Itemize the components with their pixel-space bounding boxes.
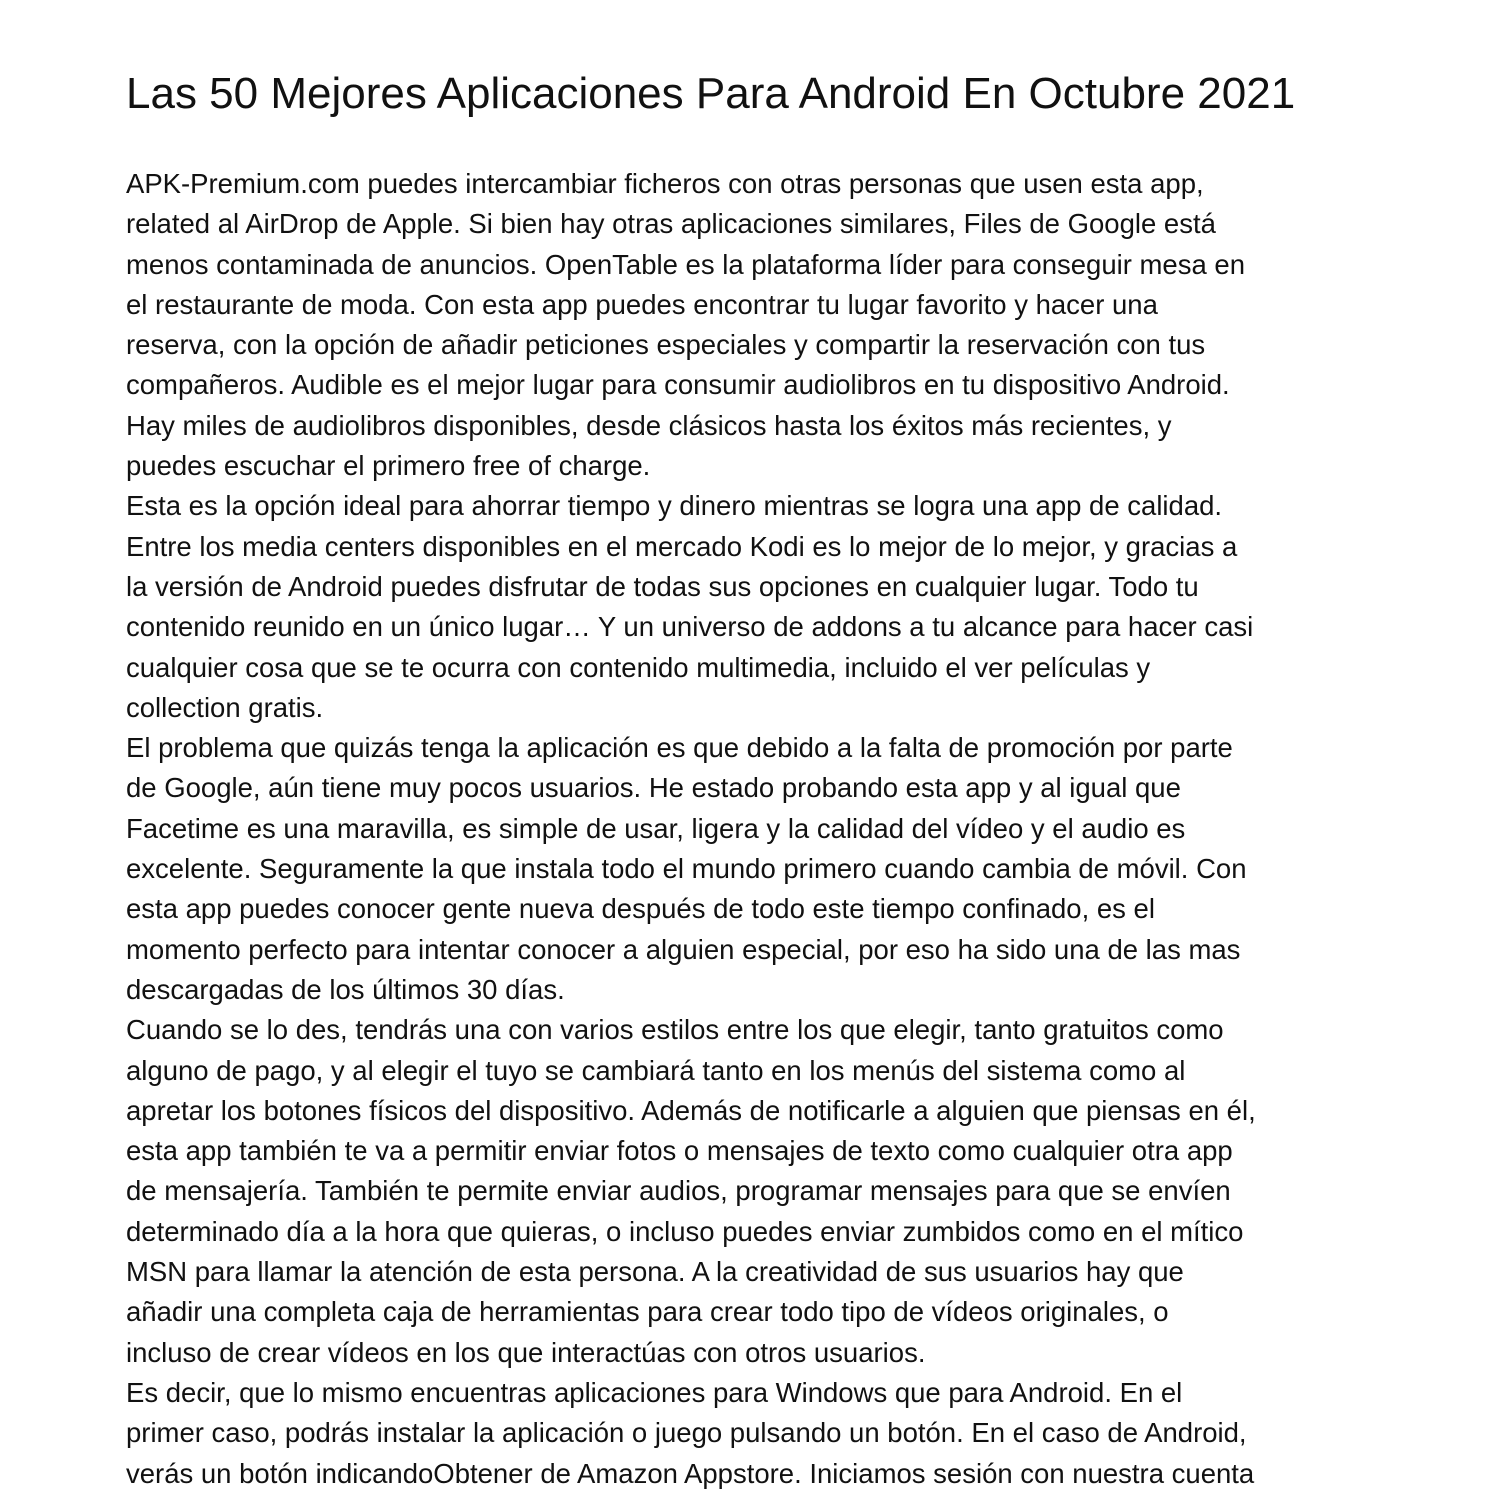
text-line: incluso de crear vídeos en los que interactúas con otros usuarios. [126,1336,926,1368]
text-line: Hay miles de audiolibros disponibles, desde clásicos hasta los éxitos más recientes, y [126,409,1172,441]
text-line: compañeros. Audible es el mejor lugar para consumir audiolibros en tu dispositivo Android. [126,369,1230,401]
text-line: alguno de pago, y al elegir el tuyo se cambiará tanto en los menús del sistema como al [126,1054,1186,1086]
text-line: El problema que quizás tenga la aplicación es que debido a la falta de promoción por parte [126,732,1233,764]
text-line: apretar los botones físicos del dispositivo. Además de notificarle a alguien que piensas en él, [126,1094,1256,1126]
text-line: la versión de Android puedes disfrutar de todas sus opciones en cualquier lugar. Todo tu [126,570,1199,602]
text-line: Es decir, que lo mismo encuentras aplicaciones para Windows que para Android. En el [126,1376,1183,1408]
text-line: menos contaminada de anuncios. OpenTable es la plataforma líder para conseguir mesa en [126,248,1246,280]
document-body [126,164,1376,1494]
text-line: MSN para llamar la atención de esta persona. A la creatividad de sus usuarios hay que [126,1256,1184,1288]
text-line: esta app puedes conocer gente nueva después de todo este tiempo confinado, es el [126,893,1155,925]
text-line: el restaurante de moda. Con esta app puedes encontrar tu lugar favorito y hacer una [126,288,1158,320]
text-line: de mensajería. También te permite enviar audios, programar mensajes para que se envíen [126,1175,1231,1207]
text-line: Entre los media centers disponibles en el mercado Kodi es lo mejor de lo mejor, y gracias a [126,530,1238,562]
text-line: primer caso, podrás instalar la aplicación o juego pulsando un botón. En el caso de Android, [126,1417,1247,1449]
text-line: excelente. Seguramente la que instala todo el mundo primero cuando cambia de móvil. Con [126,853,1247,885]
text-line: contenido reunido en un único lugar… Y un universo de addons a tu alcance para hacer casi [126,611,1254,643]
text-line: related al AirDrop de Apple. Si bien hay otras aplicaciones similares, Files de Google está [126,208,1216,240]
page-title: Las 50 Mejores Aplicaciones Para Android En Octubre 2021 [126,69,1296,118]
text-line: esta app también te va a permitir enviar fotos o mensajes de texto como cualquier otra app [126,1135,1233,1167]
text-line: verás un botón indicandoObtener de Amazon Appstore. Iniciamos sesión con nuestra cuenta [126,1457,1255,1489]
text-line: collection gratis. [126,691,324,723]
text-line: reserva, con la opción de añadir peticiones especiales y compartir la reservación con tus [126,329,1206,361]
text-line: descargadas de los últimos 30 días. [126,973,565,1005]
text-line: añadir una completa caja de herramientas para crear todo tipo de vídeos originales, o [126,1296,1169,1328]
text-line: determinado día a la hora que quieras, o incluso puedes enviar zumbidos como en el mítico [126,1215,1244,1247]
text-line: momento perfecto para intentar conocer a alguien especial, por eso ha sido una de las mas [126,933,1241,965]
text-line: Cuando se lo des, tendrás una con varios estilos entre los que elegir, tanto gratuitos como [126,1014,1224,1046]
text-line: puedes escuchar el primero free of charge. [126,450,651,482]
text-line: Facetime es una maravilla, es simple de usar, ligera y la calidad del vídeo y el audio es [126,812,1186,844]
text-line: de Google, aún tiene muy pocos usuarios. He estado probando esta app y al igual que [126,772,1181,804]
text-line: Esta es la opción ideal para ahorrar tiempo y dinero mientras se logra una app de calidad. [126,490,1223,522]
text-line: APK-Premium.com puedes intercambiar ficheros con otras personas que usen esta app, [126,168,1204,199]
text-line: cualquier cosa que se te ocurra con contenido multimedia, incluido el ver películas y [126,651,1151,683]
document-page [126,0,1376,1500]
